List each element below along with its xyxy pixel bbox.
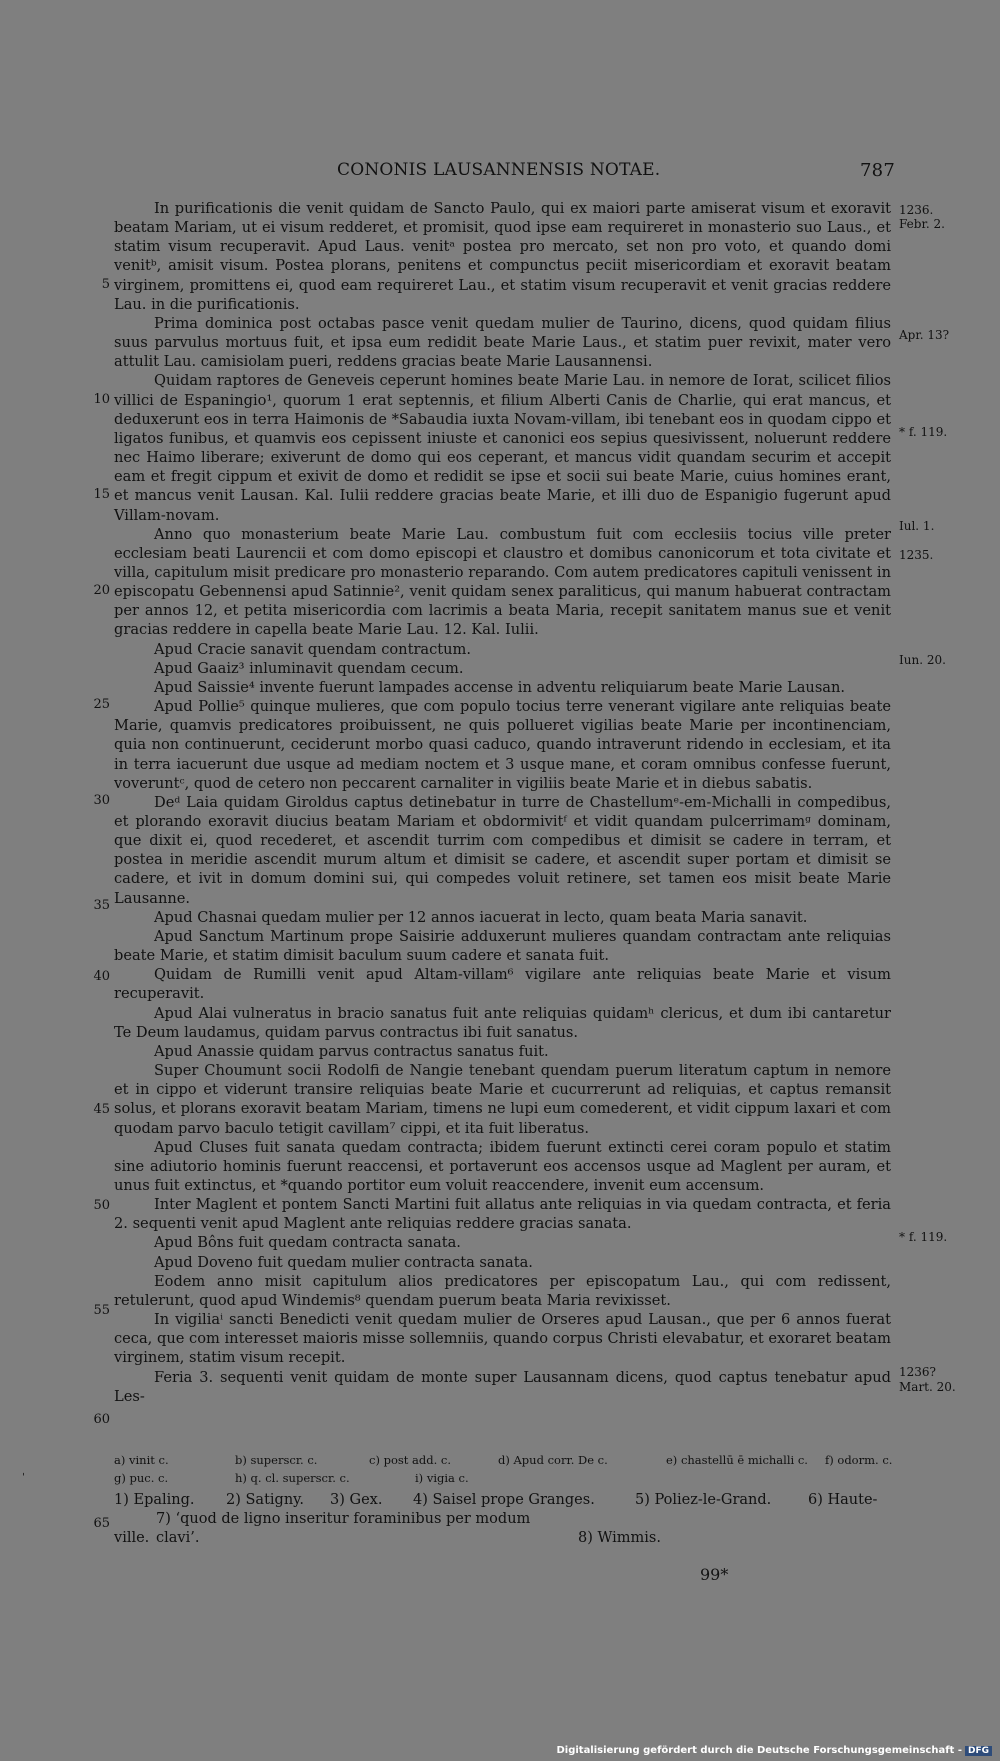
line-number: 25: [93, 697, 110, 712]
footer-text: Digitalisierung gefördert durch die Deutsche Forschungsgemeinschaft -: [556, 1745, 962, 1756]
paragraph: Apud Bôns fuit quedam contracta sanata.: [154, 1234, 461, 1252]
line-number: 35: [93, 898, 110, 913]
paragraph: Inter Maglent et pontem Sancti Martini fuit allatus ante reliquias in via quedam contracta, et feria 2. sequenti venit apud Maglent ante reliquias reddere gracias sanata.: [114, 1196, 891, 1233]
line-number: 55: [93, 1303, 110, 1318]
paragraph: Apud Doveno fuit quedam mulier contracta sanata.: [154, 1253, 533, 1271]
paragraph: Super Choumunt socii Rodolfi de Nangie tenebant quendam puerum literatum captum in nemore et in cippo et viderunt transire reliquias beate Marie et cucurrerunt ad reliquias, et captus remansit solus, et plorans exoravit beatam Mariam, timens ne lupi eum comederent, et vidit cippum laxari et com quodam parvo baculo tetigit cavillam⁷ cippi, et ita fuit liberatus.: [114, 1062, 891, 1137]
signature-mark: 99*: [700, 1565, 729, 1584]
apparatus-note: c) post add. c.: [369, 1453, 452, 1467]
paragraph: Quidam raptores de Geneveis ceperunt homines beate Marie Lau. in nemore de Iorat, scilicet filios villici de Espaningio¹, quorum 1 erat septennis, et filium Alberti Canis de Charlie, qui erat mancus, et deduxerunt eos in terra Haimonis de *Sabaudia iuxta Novam-villam, ibi tenebant eos in quodam cippo et ligatos funibus, et quamvis eos cepissent iniuste et canonici eos sepius quesivissent, noluerunt reddere nec Haimo liberare; exiverunt de domo qui eos ceperant, et mancus vidit quandam securim et accepit eam et fregit cippum et exivit de domo et redidit se ipse et socii sui beate Marie, cuius homines erant, et mancus venit Lausan. Kal. Iulii reddere gracias beate Marie, et illi duo de Espanigio fugerunt apud Villam-novam.: [114, 372, 891, 524]
footnote: 3) Gex.: [330, 1492, 383, 1508]
apparatus-note: h) q. cl. superscr. c.: [235, 1471, 350, 1485]
critical-apparatus: [114, 1451, 894, 1487]
page-number: 787: [860, 160, 895, 181]
paragraph: Apud Chasnai quedam mulier per 12 annos iacuerat in lecto, quam beata Maria sanavit.: [154, 908, 808, 926]
apparatus-note: d) Apud corr. De c.: [498, 1453, 608, 1467]
paragraph: Eodem anno misit capitulum alios predicatores per episcopatum Lau., qui com redissent, retulerunt, quod apud Windemis⁸ quendam puerum beata Maria revixisset.: [114, 1272, 891, 1309]
paragraph: Feria 3. sequenti venit quidam de monte super Lausannam dicens, quod captus tenebatur apud Les-: [114, 1368, 891, 1405]
line-number: 5: [101, 277, 110, 292]
dfg-logo: DFG: [965, 1746, 992, 1756]
apparatus-note: i) vigia c.: [415, 1471, 469, 1485]
paragraph: Anno quo monasterium beate Marie Lau. combustum fuit com ecclesiis tocius ville preter ecclesiam beati Laurencii et com domo episcopi et claustro et domibus canonicorum et tota civitate et villa, capitulum misit predicare pro monasterio reparando. Com autem predicatores capituli venissent in episcopatu Gebennensi apud Satinnie², venit quidam senex paraliticus, qui manum habuerat contractam per annos 12, et petita misericordia com lacrimis a beata Maria, recepit sanitatem manus sue et venit gracias reddere in capella beate Marie Lau. 12. Kal. Iulii.: [114, 525, 891, 639]
paragraph: Deᵈ Laia quidam Giroldus captus detinebatur in turre de Chastellumᵉ-em-Michalli in compedibus, et plorando exoravit diucius beatam Mariam et obdormivitᶠ et vidit quandam pulcerrimamᵍ dominam, que dixit ei, quod recederet, et ascendit turrim com compedibus et dimisit se cadere in terram, et postea in meridie ascendit murum altum et dimisit se cadere, et ascendit super portam et dimisit se cadere, et ivit in domum domini sui, qui compedes voluit retinere, set tamen eos misit beate Marie Lausanne.: [114, 793, 891, 907]
apparatus-note: g) puc. c.: [114, 1471, 169, 1485]
footnote: 2) Satigny.: [226, 1492, 305, 1508]
paragraph: Apud Sanctum Martinum prope Saisirie adduxerunt mulieres quandam contractam ante reliquias beate Marie, et statim dimisit baculum suum cadere et sanata fuit.: [114, 927, 891, 965]
margin-date: Mart. 20.: [899, 1380, 956, 1394]
line-number: 40: [93, 969, 110, 984]
paragraph: In purificationis die venit quidam de Sancto Paulo, qui ex maiori parte amiserat visum et exoravit beatam Mariam, ut ei visum redderet, et promisit, quod ipse eam requireret in monasterio suo Laus., et statim visum recuperavit. Apud Laus. venitᵃ postea pro mercato, set non pro voto, et quando domi venitᵇ, amisit visum. Postea plorans, penitens et compunctus peciit misericordiam et exoravit beatam virginem, promittens ei, quod eam requireret Lau., et statim visum recuperavit et venit gracias reddere Lau. in die purificationis.: [114, 200, 891, 313]
footnote: 4) Saisel prope Granges.: [413, 1492, 595, 1508]
margin-date: 1236?: [899, 1365, 936, 1379]
paragraph: Apud Alai vulneratus in bracio sanatus fuit ante reliquias quidamʰ clericus, et dum ibi cantaretur Te Deum laudamus, quidam parvus contractus ibi fuit sanatus.: [114, 1004, 891, 1041]
paragraph: Apud Pollie⁵ quinque mulieres, que com populo tocius terre venerant vigilare ante reliquias beate Marie, quamvis predicatores proibuissent, ne quis pollueret vigilias beate Marie per incontinenciam, quia non continuerunt, ceciderunt morbo quasi caduco, quando intraverunt ridendo in ecclesiam, et ita in terra iacuerunt due usque ad mediam noctem et 3 usque mane, et coram omnibus confesse fuerunt, voveruntᶜ, quod de cetero non peccarent carnaliter in vigiliis beate Marie et in diebus sabatis.: [114, 698, 891, 792]
paragraph: Apud Cracie sanavit quendam contractum.: [154, 640, 472, 658]
digitization-footer: [556, 1745, 992, 1756]
line-number: 65: [93, 1516, 110, 1531]
line-number: 15: [93, 487, 110, 502]
paragraph: Apud Cluses fuit sanata quedam contracta; ibidem fuerunt extincti cerei coram populo et statim sine adiutorio hominis fuerunt reaccensi, et portaverunt eos accensos usque ad Maglent per auram, et unus fuit extinctus, et *quando portitor eum voluit reaccendere, invenit eum accensum.: [114, 1138, 891, 1194]
margin-mark: ˌ: [22, 1464, 26, 1477]
margin-date: Iul. 1.: [899, 519, 935, 533]
margin-date: Iun. 20.: [899, 653, 946, 667]
margin-date: 1235.: [899, 548, 934, 562]
line-number: 10: [93, 392, 110, 407]
apparatus-note: b) superscr. c.: [235, 1453, 318, 1467]
paragraph: Prima dominica post octabas pasce venit quedam mulier de Taurino, dicens, quod quidam filius suus parvulus mortuus fuit, et ipsa eum redidit beate Marie Laus., et statim puer revixit, mater vero attulit Lau. camisiolam pueri, reddens gracias beate Marie Lausannensi.: [114, 314, 891, 371]
footnote: 5) Poliez-le-Grand.: [635, 1492, 772, 1508]
line-number: 20: [93, 583, 110, 598]
footnote: 7) ‘quod de ligno inseritur foraminibus per modum clavi’.: [156, 1511, 531, 1546]
main-text: [114, 199, 891, 1406]
paragraph: Quidam de Rumilli venit apud Altam-villam⁶ vigilare ante reliquias beate Marie et visum recuperavit.: [114, 966, 891, 1003]
footnotes: [114, 1491, 894, 1548]
apparatus-note: f) odorm. c.: [825, 1453, 893, 1467]
footnote: 1) Epaling.: [114, 1492, 195, 1508]
apparatus-note: a) vinit c.: [114, 1453, 169, 1467]
line-number: 30: [93, 793, 110, 808]
paragraph: Apud Gaaiz³ inluminavit quendam cecum.: [154, 659, 464, 677]
paragraph: Apud Saissie⁴ invente fuerunt lampades accense in adventu reliquiarum beate Marie Lausan.: [154, 678, 846, 696]
line-number: 60: [93, 1412, 110, 1427]
margin-folio: * f. 119.: [899, 425, 948, 439]
margin-folio: * f. 119.: [899, 1230, 948, 1244]
apparatus-note: e) chastellū ē michalli c.: [666, 1453, 808, 1467]
footnote: 8) Wimmis.: [578, 1530, 661, 1546]
margin-date: Febr. 2.: [899, 217, 945, 231]
footnote: 6) Haute-: [808, 1492, 878, 1508]
line-number: 45: [93, 1102, 110, 1117]
footnote: ville.: [114, 1530, 150, 1546]
margin-date: Apr. 13?: [899, 328, 950, 342]
line-number: 50: [93, 1198, 110, 1213]
margin-date: 1236.: [899, 203, 934, 217]
page-title: CONONIS LAUSANNENSIS NOTAE.: [337, 160, 661, 180]
paragraph: Apud Anassie quidam parvus contractus sanatus fuit.: [154, 1042, 549, 1060]
paragraph: In vigiliaⁱ sancti Benedicti venit quedam mulier de Orseres apud Lausan., que per 6 annos fuerat ceca, que com interesset maioris misse sollemniis, quando corpus Christi elevabatur, et exoraret beatam virginem, statim visum recepit.: [114, 1311, 891, 1367]
